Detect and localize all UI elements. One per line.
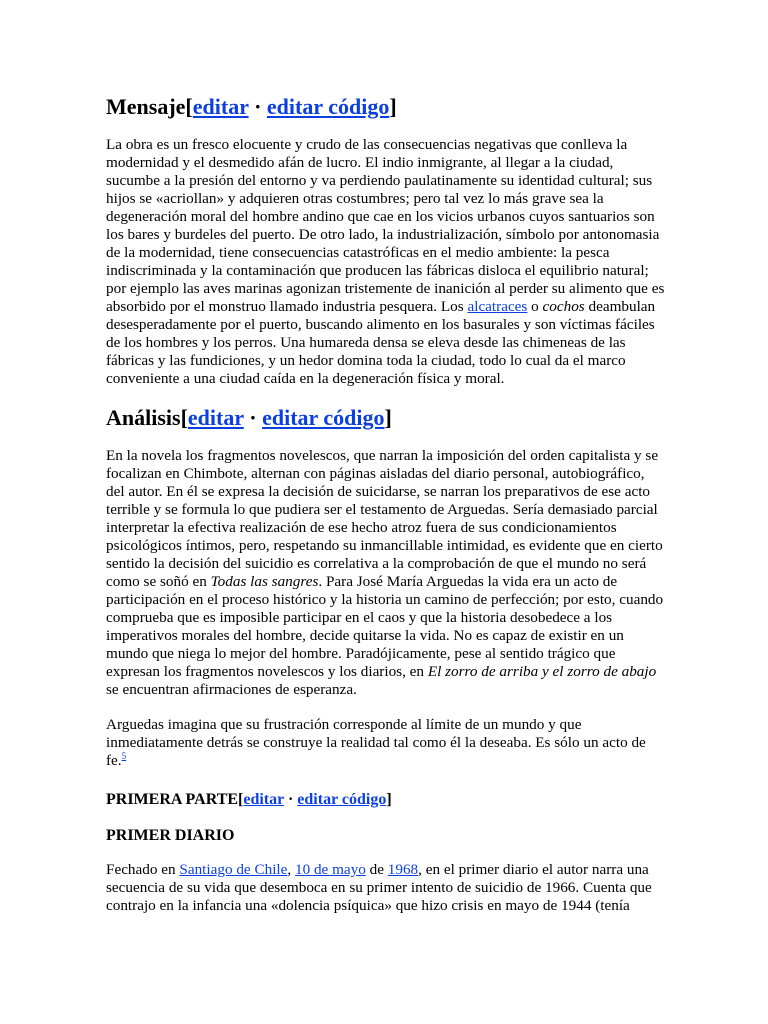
paragraph-text: Arguedas imagina que su frustración corresponde al límite de un mundo y que inmediatamente detrás se construye la realidad tal como él la deseaba. Es sólo un acto de fe. [106,716,646,769]
paragraph-analisis [106,447,666,699]
bracket: ] [386,791,392,808]
paragraph-text: , en el primer diario el autor narra una secuencia de su vida que desemboca en su primer intento de suicidio de 1966. Cuenta que contrajo en la infancia una «dolencia psíquica» que hizo crisis en mayo de 1944 (tenía [106,861,652,914]
bracket: [ [238,791,244,808]
italic-term-cochos: cochos [542,298,585,315]
paragraph-primer-diario [106,861,666,915]
separator: · [248,94,267,119]
subsection-heading-primer-diario: PRIMER DIARIO [106,827,235,844]
paragraph-text: o [527,298,543,315]
separator: · [243,405,263,430]
year-link[interactable]: 1968 [387,861,419,878]
italic-title-el-zorro: El zorro de arriba y el zorro de abajo [427,663,657,680]
edit-link[interactable]: editar [187,405,244,430]
section-heading-mensaje [106,93,666,121]
section-heading-primera-parte [106,790,666,810]
edit-link[interactable]: editar [243,791,284,808]
date-link[interactable]: 10 de mayo [294,861,366,878]
paragraph-text: La obra es un fresco elocuente y crudo de las consecuencias negativas que conlleva la modernidad y el desmedido afán de lucro. El indio inmigrante, al llegar a la ciudad, sucumbe a la presión del entorno y va perdiendo paulatinamente su identidad cultural; sus hijos se «acriollan» y adquieren otras costumbres; pero tal vez lo más grave sea la degeneración moral del hombre andino que cae en los vicios urbanos cuyos santuarios son los bares y burdeles del puerto. De otro lado, la industrialización, símbolo por antonomasia de la modernidad, tiene consecuencias catastróficas en el medio ambiente: la pesca indiscriminada y la contaminación que producen las fábricas disloca el equilibrio natural; por ejemplo las aves marinas agonizan tristemente de inanición al perder su alimento que es absorbido por el monstruo llamado industria pesquera. Los [106,136,665,315]
santiago-link[interactable]: Santiago de Chile [179,861,288,878]
paragraph-text: En la novela los fragmentos novelescos, que narran la imposición del orden capitalista y se focalizan en Chimbote, alternan con páginas aisladas del diario personal, autobiográfico, del autor. En él se expresa la decisión de suicidarse, se narran los preparativos de ese acto terrible y se formula lo que pudiera ser el testamento de Arguedas. Sería demasiado parcial interpretar la efectiva realización de ese hecho atroz fuera de sus condicionamientos psicológicos íntimos, pero, respetando su inmancillable intimidad, es evidente que en cierto sentido la decisión del suicidio es correlativa a la comprobación de que el mundo no será como se soñó en [106,447,663,590]
paragraph-text: Fechado en [106,861,180,878]
alcatraces-link[interactable]: alcatraces [467,298,528,315]
paragraph-text: de [365,861,388,878]
bracket: ] [384,405,392,430]
bracket: [ [180,405,188,430]
paragraph-mensaje [106,136,666,388]
section-heading-analisis [106,404,666,432]
edit-link[interactable]: editar [192,94,249,119]
edit-code-link[interactable]: editar código [262,405,385,430]
paragraph-text: . Para José María Arguedas la vida era un acto de participación en el proceso histórico y la historia un camino de perfección; por esto, cuando comprueba que es imposible participar en el caos y que la historia desobedece a los imperativos morales del hombre, decide quitarse la vida. No es capaz de existir en un mundo que niega lo mejor del hombre. Paradójicamente, pese al sentido trágico que expresan los fragmentos novelescos y los diarios, en [106,573,664,680]
section-title: Mensaje [106,94,186,119]
bracket: [ [185,94,193,119]
paragraph-text: deambulan desesperadamente por el puerto, buscando alimento en los basurales y son víctimas fáciles de los hombres y los perros. Una humareda densa se eleva desde las chimeneas de las fábricas y las fundiciones, y un hedor domina toda la ciudad, todo lo cual da el marco conveniente a una ciudad caída en la degeneración física y moral. [106,298,656,387]
edit-code-link[interactable]: editar código [266,94,390,119]
separator: · [283,791,298,808]
bracket: ] [389,94,397,119]
section-title: PRIMERA PARTE [106,791,239,808]
section-title: Análisis [106,405,181,430]
footnote-link[interactable]: 5 [121,750,127,761]
edit-code-link[interactable]: editar código [297,791,387,808]
paragraph-text: se encuentran afirmaciones de esperanza. [106,681,357,698]
paragraph-frustracion [106,716,666,770]
paragraph-text: , [287,861,295,878]
italic-title-todas-las-sangres: Todas las sangres [210,573,319,590]
